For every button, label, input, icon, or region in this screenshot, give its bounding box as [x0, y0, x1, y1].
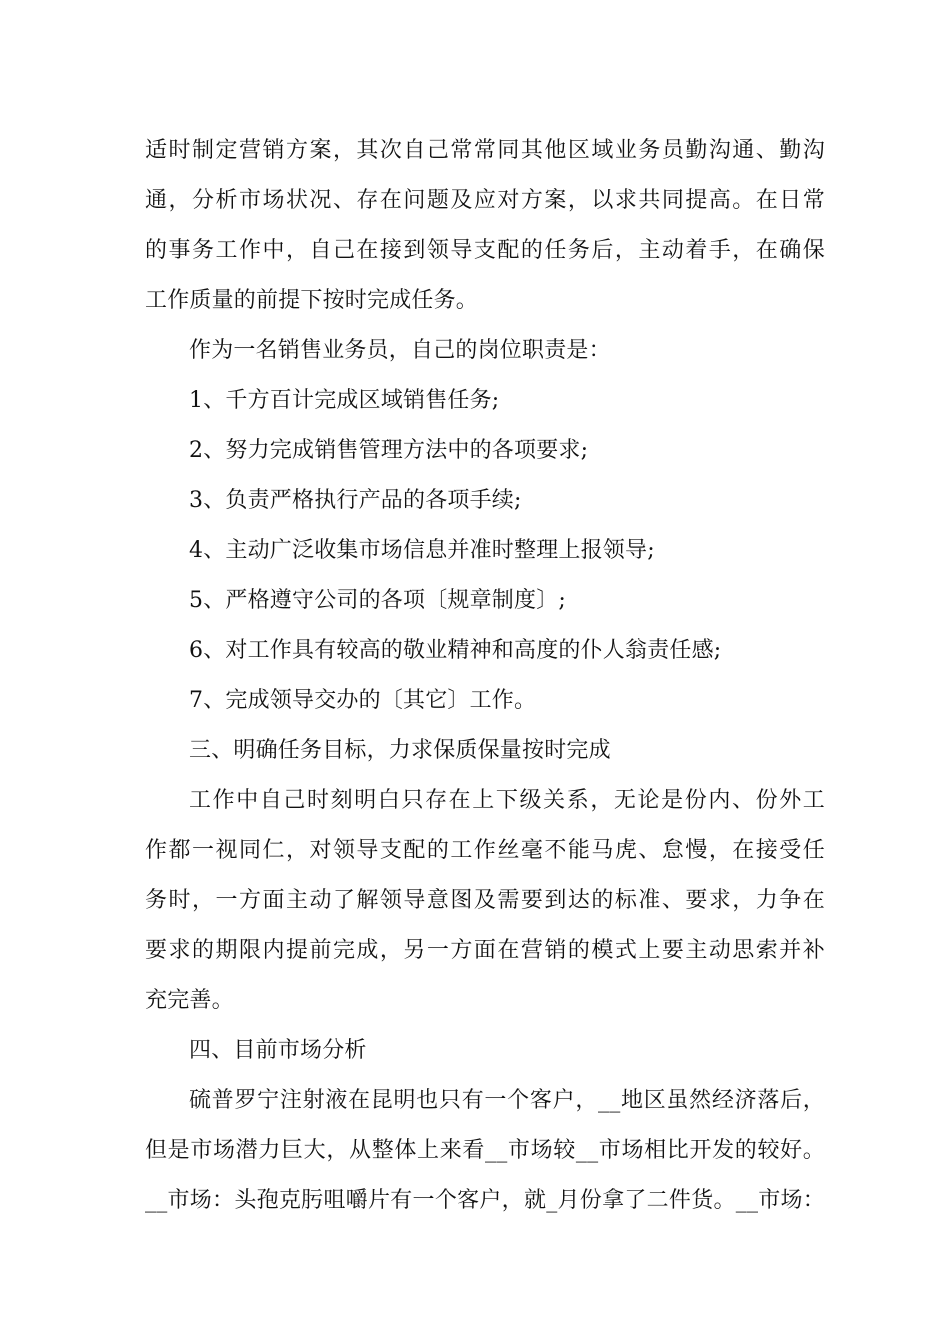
- paragraph-line: 硫普罗宁注射液在昆明也只有一个客户，__地区虽然经济落后，: [189, 1088, 825, 1113]
- paragraph-line: 要求的期限内提前完成，另一方面在营销的模式上要主动思索并补: [145, 938, 825, 963]
- list-item: 2、努力完成销售管理方法中的各项要求;: [189, 438, 589, 463]
- list-item: 5、严格遵守公司的各项〔规章制度〕;: [189, 588, 567, 613]
- list-item: 3、负责严格执行产品的各项手续;: [189, 488, 522, 513]
- paragraph-line: 工作质量的前提下按时完成任务。: [145, 288, 479, 313]
- section-heading: 三、明确任务目标，力求保质保量按时完成: [189, 738, 611, 763]
- paragraph-line: 作都一视同仁，对领导支配的工作丝毫不能马虎、怠慢，在接受任: [145, 838, 825, 863]
- list-item: 4、主动广泛收集市场信息并准时整理上报领导;: [189, 538, 655, 563]
- paragraph-line: 务时，一方面主动了解领导意图及需要到达的标准、要求，力争在: [145, 888, 825, 913]
- paragraph-line: 作为一名销售业务员，自己的岗位职责是：: [189, 338, 611, 363]
- paragraph-line: 但是市场潜力巨大，从整体上来看__市场较__市场相比开发的较好。: [145, 1138, 825, 1163]
- paragraph-line: 适时制定营销方案，其次自己常常同其他区域业务员勤沟通、勤沟: [145, 138, 825, 163]
- paragraph-line: 通，分析市场状况、存在问题及应对方案，以求共同提高。在日常: [145, 188, 825, 213]
- paragraph-line: 充完善。: [145, 988, 234, 1013]
- list-item: 6、对工作具有较高的敬业精神和高度的仆人翁责任感;: [189, 638, 722, 663]
- list-item: 7、完成领导交办的〔其它〕工作。: [189, 688, 537, 713]
- paragraph-line: 工作中自己时刻明白只存在上下级关系，无论是份内、份外工: [189, 788, 825, 813]
- list-item: 1、千方百计完成区域销售任务;: [189, 388, 500, 413]
- section-heading: 四、目前市场分析: [189, 1038, 367, 1063]
- paragraph-line: __市场：头孢克肟咀嚼片有一个客户，就_月份拿了二件货。__市场：: [145, 1188, 825, 1213]
- paragraph-line: 的事务工作中，自己在接到领导支配的任务后，主动着手，在确保: [145, 238, 825, 263]
